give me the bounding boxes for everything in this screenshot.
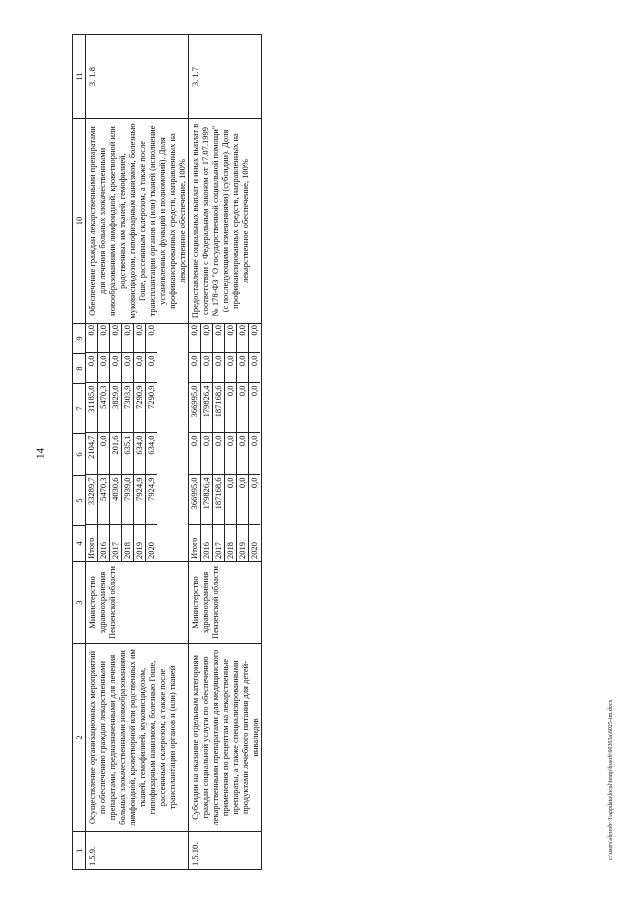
financing-row <box>134 323 146 561</box>
other-cell: 0,0 <box>98 323 110 353</box>
federal-cell: 0,0 <box>189 433 201 475</box>
col-header: 1 <box>73 832 86 870</box>
table-row <box>86 35 189 870</box>
regional-cell: 179826,4 <box>201 383 213 433</box>
financing-block <box>189 324 262 562</box>
expected-result: Предоставление социальных выплат и иных выплат в соответствии с Федеральным законом от 17.07.1999 № 178-ФЗ "О государственной социальной помощи" (с последующими изменениями) (субсидии). Доля профинансированных средств, направленных на лекарственное обеспечение, 100% <box>189 119 262 324</box>
regional-cell: 7303,9 <box>122 383 134 433</box>
federal-cell: 634,0 <box>134 433 146 475</box>
page-number: 14 <box>34 448 47 459</box>
federal-cell: 635,1 <box>122 433 134 475</box>
local-cell: 0,0 <box>225 353 237 383</box>
federal-cell: 0,0 <box>98 433 110 475</box>
local-cell: 0,0 <box>201 353 213 383</box>
local-cell: 0,0 <box>189 353 201 383</box>
regional-cell: 5470,3 <box>98 383 110 433</box>
col-header: 6 <box>73 434 86 476</box>
local-cell: 0,0 <box>213 353 225 383</box>
other-cell: 0,0 <box>122 323 134 353</box>
executor: Министерство здравоохранения Пензенской области <box>189 562 262 644</box>
year-cell: 2017 <box>213 525 225 561</box>
col-header: 5 <box>73 476 86 526</box>
other-cell: 0,0 <box>225 323 237 353</box>
col-header: 9 <box>73 324 86 354</box>
local-cell: 0,0 <box>134 353 146 383</box>
other-cell: 0,0 <box>237 323 249 353</box>
col-header: 10 <box>73 119 86 324</box>
federal-cell: 0,0 <box>201 433 213 475</box>
year-cell: Итого <box>189 525 201 561</box>
year-cell: 2020 <box>249 542 259 559</box>
col-header: 8 <box>73 354 86 384</box>
program-table <box>72 34 262 870</box>
federal-cell: 2104,7 <box>86 433 98 475</box>
total-cell: 33289,7 <box>86 475 98 525</box>
financing-row <box>237 323 249 561</box>
total-cell: 366995,0 <box>189 475 201 525</box>
total-cell: 0,0 <box>237 475 249 525</box>
regional-cell: 0,0 <box>225 383 237 433</box>
item-number: 1.5.9. <box>86 832 189 870</box>
local-cell: 0,0 <box>122 353 134 383</box>
rotated-table-area <box>72 35 562 870</box>
financing-row <box>146 323 158 561</box>
total-cell: 4030,6 <box>110 475 122 525</box>
financing-block <box>86 324 189 562</box>
total-cell: 7924,9 <box>146 475 158 525</box>
regional-cell: 3829,0 <box>110 383 122 433</box>
financing-row <box>213 323 225 561</box>
financing-row <box>110 323 122 561</box>
other-cell: 0,0 <box>86 323 98 353</box>
indicator-ref: 3. 1.8 <box>86 35 189 119</box>
col-header: 3 <box>73 562 86 644</box>
local-cell: 0,0 <box>110 353 122 383</box>
total-cell: 179826,4 <box>201 475 213 525</box>
federal-cell: 0,0 <box>225 433 237 475</box>
year-cell: 2016 <box>98 525 110 561</box>
regional-cell: 0,0 <box>237 383 249 433</box>
other-cell: 0,0 <box>249 323 261 353</box>
year-cell: 2019 <box>134 525 146 561</box>
regional-cell: 31185,0 <box>86 383 98 433</box>
regional-cell: 0,0 <box>249 383 261 433</box>
federal-cell: 0,0 <box>249 433 261 475</box>
local-cell: 0,0 <box>146 353 158 383</box>
local-cell: 0,0 <box>249 353 261 383</box>
col-header: 11 <box>73 35 86 119</box>
local-cell: 0,0 <box>237 353 249 383</box>
regional-cell: 7290,9 <box>134 383 146 433</box>
financing-row <box>189 323 201 561</box>
total-cell: 7924,9 <box>134 475 146 525</box>
other-cell: 0,0 <box>189 323 201 353</box>
financing-row <box>225 323 237 561</box>
year-cell: 2017 <box>110 525 122 561</box>
federal-cell: 634,0 <box>146 433 158 475</box>
total-cell: 187168,6 <box>213 475 225 525</box>
other-cell: 0,0 <box>213 323 225 353</box>
regional-cell: 187168,6 <box>213 383 225 433</box>
local-cell: 0,0 <box>86 353 98 383</box>
financing-row <box>122 323 134 561</box>
total-cell: 0,0 <box>225 475 237 525</box>
item-number: 1.5.10. <box>189 832 262 870</box>
local-cell: 0,0 <box>98 353 110 383</box>
col-header: 2 <box>73 644 86 832</box>
file-path-footer: c:\users\shorob~1\appdata\local\temp\bssoft\60303a\6025-im.docx <box>608 699 614 860</box>
year-cell: Итого <box>86 525 98 561</box>
header-row <box>73 35 86 870</box>
indicator-ref: 3. 1.7 <box>189 35 262 119</box>
total-cell: 0,0 <box>249 475 261 525</box>
year-cell: 2018 <box>225 525 237 561</box>
regional-cell: 7290,9 <box>146 383 158 433</box>
regional-cell: 366995,0 <box>189 383 201 433</box>
financing-row <box>86 323 98 561</box>
col-header: 7 <box>73 384 86 434</box>
other-cell: 0,0 <box>146 323 158 353</box>
table-row <box>189 35 262 870</box>
federal-cell: 201,6 <box>110 433 122 475</box>
year-cell: 2016 <box>201 525 213 561</box>
year-cell: 2020 <box>146 542 156 559</box>
year-cell: 2018 <box>122 525 134 561</box>
other-cell: 0,0 <box>134 323 146 353</box>
federal-cell: 0,0 <box>237 433 249 475</box>
expected-result: Обеспечение граждан лекарственными препаратами для лечения больных злокачественными новообразованиями лимфоидной, кроветворной или родственных им тканей, гемофилией, муковисцидозом, гипофизарным нанизмом, болезнью Гоше, рассеянным склерозом, а также после трансплантации органов и (или) тканей (исполнение установленных функций и полномочий). Доля профинансированных средств, направленных на лекарственное обеспечение, 100% <box>86 119 189 324</box>
executor: Министерство здравоохранения Пензенской области <box>86 562 189 644</box>
other-cell: 0,0 <box>201 323 213 353</box>
federal-cell: 0,0 <box>213 433 225 475</box>
other-cell: 0,0 <box>110 323 122 353</box>
item-name: Осуществление организационных мероприятий по обеспечению граждан лекарственными препаратами, предназначенными для лечения больных злокачественными новообразованиями лимфоидной, кроветворной или родственных им тканей, гемофилией, муковисцидозом, гипофизарным нанизмом, болезнью Гоше, рассеянным склерозом, а также после трансплантации органов и (или) тканей <box>86 644 189 832</box>
total-cell: 5470,3 <box>98 475 110 525</box>
year-cell: 2019 <box>237 525 249 561</box>
total-cell: 7939,0 <box>122 475 134 525</box>
financing-row <box>98 323 110 561</box>
col-header: 4 <box>73 526 86 562</box>
item-name: Субсидии на оказание отдельным категориям граждан социальной услуги по обеспечению лекарственными препаратами для медицинского применения по рецептам на лекарственные препараты, а также специализированными продуктами лечебного питания для детей-инвалидов <box>189 644 262 832</box>
financing-row <box>249 323 261 561</box>
financing-row <box>201 323 213 561</box>
